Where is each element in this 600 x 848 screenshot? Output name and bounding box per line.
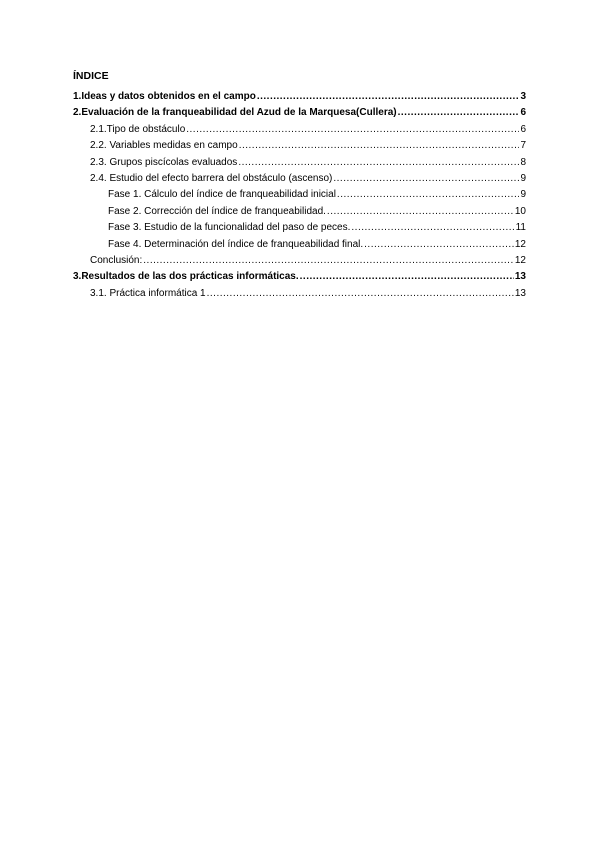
toc-entry-title: 1.Ideas y datos obtenidos en el campo xyxy=(73,91,256,102)
toc-entry-page-number: 9 xyxy=(520,172,526,184)
toc-entry-page-number: 6 xyxy=(520,123,526,135)
dot-leader xyxy=(364,237,514,253)
toc-entry-title: Fase 3. Estudio de la funcionalidad del paso de peces. xyxy=(108,222,351,234)
toc-entry[interactable] xyxy=(73,122,526,138)
toc-entry-title: Fase 4. Determinación del índice de franqueabilidad final. xyxy=(108,238,364,250)
toc-entry-page-number: 8 xyxy=(520,156,526,168)
toc-entry-page-number: 3 xyxy=(520,91,526,102)
dot-leader xyxy=(143,253,514,269)
toc-entry[interactable] xyxy=(73,204,526,220)
toc-entry-title: Fase 1. Cálculo del índice de franqueabilidad inicial xyxy=(108,189,336,201)
toc-entry-title: Conclusión: xyxy=(90,254,143,266)
toc-entry[interactable] xyxy=(73,286,526,302)
toc-entry[interactable] xyxy=(73,155,526,171)
toc-entry-title: 2.4. Estudio del efecto barrera del obstáculo (ascenso) xyxy=(90,172,333,184)
toc-entry-page-number: 9 xyxy=(520,189,526,201)
toc-entry-title: 2.1.Tipo de obstáculo xyxy=(90,123,186,135)
dot-leader xyxy=(257,89,520,105)
toc-heading: ÍNDICE xyxy=(73,70,109,82)
toc-entry-page-number: 12 xyxy=(514,254,526,266)
toc-entry-page-number: 10 xyxy=(514,205,526,217)
toc-entry[interactable] xyxy=(73,269,526,285)
toc-entry[interactable] xyxy=(73,171,526,187)
dot-leader xyxy=(238,155,519,171)
dot-leader xyxy=(351,220,514,236)
dot-leader xyxy=(398,105,520,121)
dot-leader xyxy=(327,204,514,220)
toc-entry-page-number: 13 xyxy=(514,271,526,283)
dot-leader xyxy=(239,138,520,154)
toc-entry-title: 3.1. Práctica informática 1 xyxy=(90,287,206,299)
dot-leader xyxy=(207,286,514,302)
toc-entry-page-number: 12 xyxy=(514,238,526,250)
toc-entry-title: 2.Evaluación de la franqueabilidad del Azud de la Marquesa(Cullera) xyxy=(73,107,397,119)
toc-entry-page-number: 13 xyxy=(514,287,526,299)
toc-entry-title: Fase 2. Corrección del índice de franqueabilidad. xyxy=(108,205,326,217)
toc-entry[interactable] xyxy=(73,138,526,154)
toc-entry[interactable] xyxy=(73,237,526,253)
toc-entry-title: 2.2. Variables medidas en campo xyxy=(90,140,238,152)
toc-entry[interactable] xyxy=(73,105,526,121)
dot-leader xyxy=(333,171,519,187)
dot-leader xyxy=(186,122,519,138)
dot-leader xyxy=(337,187,520,203)
toc-entry-page-number: 11 xyxy=(515,222,526,234)
dot-leader xyxy=(300,269,514,285)
toc-entry[interactable] xyxy=(73,253,526,269)
toc-entry-title: 2.3. Grupos piscícolas evaluados xyxy=(90,156,238,168)
toc-entry[interactable] xyxy=(73,89,526,105)
toc-entry-title: 3.Resultados de las dos prácticas informáticas. xyxy=(73,271,299,283)
toc-entry[interactable] xyxy=(73,220,526,236)
toc-entry-page-number: 7 xyxy=(520,140,526,152)
toc-entry[interactable] xyxy=(73,187,526,203)
toc-entry-page-number: 6 xyxy=(520,107,526,119)
table-of-contents xyxy=(73,89,526,302)
